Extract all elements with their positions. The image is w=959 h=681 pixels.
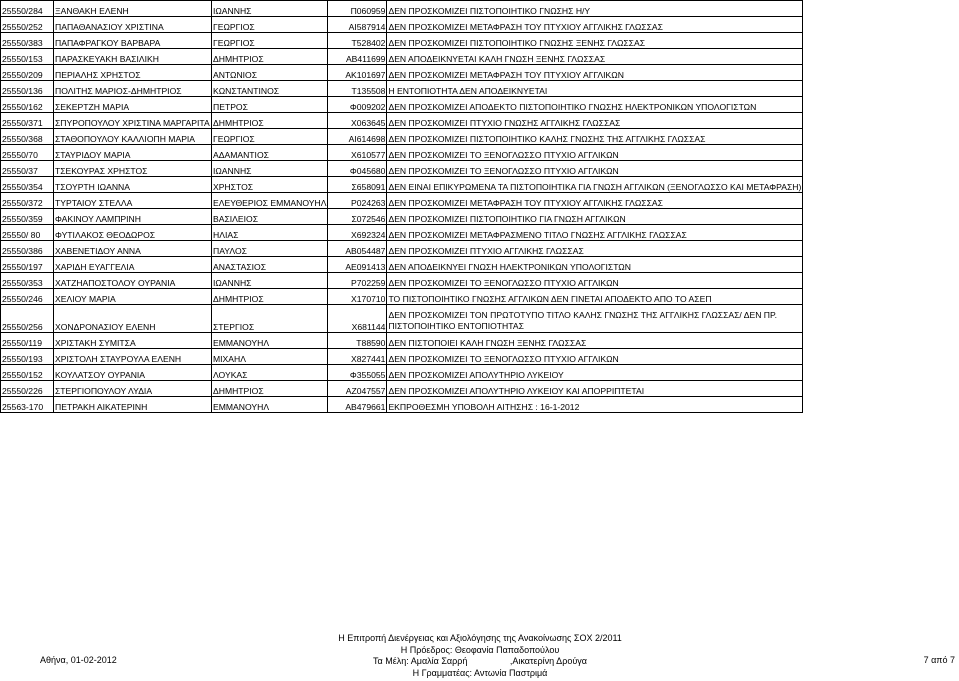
applicants-table-body (1, 1, 803, 413)
table-row (1, 145, 803, 161)
id-number-cell: Σ658091 (328, 177, 387, 193)
name-cell: ΧΕΛΙΟΥ ΜΑΡΙΑ (54, 289, 212, 305)
table-row (1, 129, 803, 145)
code-cell: 25550/353 (1, 273, 54, 289)
father-name-cell: ΛΟΥΚΑΣ (212, 365, 328, 381)
id-number-cell: Ρ702259 (328, 273, 387, 289)
table-row (1, 225, 803, 241)
table-row (1, 65, 803, 81)
table-row (1, 33, 803, 49)
name-cell: ΠΑΠΑΘΑΝΑΣΙΟΥ ΧΡΙΣΤΙΝΑ (54, 17, 212, 33)
table-row (1, 1, 803, 17)
id-number-cell: ΑΙ614698 (328, 129, 387, 145)
observation-cell: ΔΕΝ ΠΡΟΣΚΟΜΙΖΕΙ ΤΟ ΞΕΝΟΓΛΩΣΣΟ ΠΤΥΧΙΟ ΑΓΓΛΙΚΩΝ (387, 349, 803, 365)
committee-president: Η Πρόεδρος: Θεοφανία Παπαδοπούλου (400, 644, 560, 655)
code-cell: 25550/372 (1, 193, 54, 209)
father-name-cell: ΓΕΩΡΓΙΟΣ (212, 33, 328, 49)
name-cell: ΧΡΙΣΤΟΛΗ ΣΤΑΥΡΟΥΛΑ ΕΛΕΝΗ (54, 349, 212, 365)
id-number-cell: ΑΕ091413 (328, 257, 387, 273)
id-number-cell: Χ692324 (328, 225, 387, 241)
code-cell: 25550/197 (1, 257, 54, 273)
observation-cell: ΔΕΝ ΠΡΟΣΚΟΜΙΖΕΙ ΜΕΤΑΦΡΑΣΗ ΤΟΥ ΠΤΥΧΙΟΥ ΑΓΓΛΙΚΩΝ (387, 65, 803, 81)
table-row (1, 349, 803, 365)
observation-cell: ΔΕΝ ΠΡΟΣΚΟΜΙΖΕΙ ΤΟΝ ΠΡΩΤΟΤΥΠΟ ΤΙΤΛΟ ΚΑΛΗΣ ΓΝΩΣΗΣ ΤΗΣ ΑΓΓΛΙΚΗΣ ΓΛΩΣΣΑΣ/ ΔΕΝ ΠΡ. ΠΙΣΤΟΠΟΙΗΤΙΚΟ ΕΝΤΟΠΙΟΤΗΤΑΣ (387, 305, 803, 333)
id-number-cell: Χ681144 (328, 305, 387, 333)
observation-cell: ΔΕΝ ΑΠΟΔΕΙΚΝΥΕΙ ΓΝΩΣΗ ΗΛΕΚΤΡΟΝΙΚΩΝ ΥΠΟΛΟΓΙΣΤΩΝ (387, 257, 803, 273)
observation-cell: ΔΕΝ ΠΡΟΣΚΟΜΙΖΕΙ ΠΤΥΧΙΟ ΓΝΩΣΗΣ ΑΓΓΛΙΚΗΣ ΓΛΩΣΣΑΣ (387, 113, 803, 129)
table-row (1, 209, 803, 225)
table-row (1, 365, 803, 381)
id-number-cell: ΑΒ054487 (328, 241, 387, 257)
footer-date: Αθήνα, 01-02-2012 (40, 655, 117, 665)
id-number-cell: Χ170710 (328, 289, 387, 305)
observation-cell: ΔΕΝ ΠΡΟΣΚΟΜΙΖΕΙ ΤΟ ΞΕΝΟΓΛΩΣΣΟ ΠΤΥΧΙΟ ΑΓΓΛΙΚΩΝ (387, 145, 803, 161)
id-number-cell: Χ827441 (328, 349, 387, 365)
code-cell: 25550/359 (1, 209, 54, 225)
code-cell: 25550/226 (1, 381, 54, 397)
father-name-cell: ΑΝΑΣΤΑΣΙΟΣ (212, 257, 328, 273)
observation-cell: ΔΕΝ ΠΡΟΣΚΟΜΙΖΕΙ ΠΙΣΤΟΠΟΙΗΤΙΚΟ ΓΝΩΣΗΣ ΞΕΝΗΣ ΓΛΩΣΣΑΣ (387, 33, 803, 49)
table-row (1, 397, 803, 413)
name-cell: ΣΤΑΘΟΠΟΥΛΟΥ ΚΑΛΛΙΟΠΗ ΜΑΡΙΑ (54, 129, 212, 145)
name-cell: ΠΑΠΑΦΡΑΓΚΟΥ ΒΑΡΒΑΡΑ (54, 33, 212, 49)
id-number-cell: ΑΒ479661 (328, 397, 387, 413)
code-cell: 25550/354 (1, 177, 54, 193)
code-cell: 25550/383 (1, 33, 54, 49)
father-name-cell: ΚΩΝΣΤΑΝΤΙΝΟΣ (212, 81, 328, 97)
name-cell: ΧΟΝΔΡΟΝΑΣΙΟΥ ΕΛΕΝΗ (54, 305, 212, 333)
id-number-cell: ΑΙ587914 (328, 17, 387, 33)
name-cell: ΠΑΡΑΣΚΕΥΑΚΗ ΒΑΣΙΛΙΚΗ (54, 49, 212, 65)
name-cell: ΧΑΤΖΗΑΠΟΣΤΟΛΟΥ ΟΥΡΑΝΙΑ (54, 273, 212, 289)
table-row (1, 177, 803, 193)
code-cell: 25550/152 (1, 365, 54, 381)
id-number-cell: Τ88590 (328, 333, 387, 349)
father-name-cell: ΒΑΣΙΛΕΙΟΣ (212, 209, 328, 225)
name-cell: ΚΟΥΛΑΤΣΟΥ ΟΥΡΑΝΙΑ (54, 365, 212, 381)
code-cell: 25550/193 (1, 349, 54, 365)
id-number-cell: Π060959 (328, 1, 387, 17)
father-name-cell: ΕΜΜΑΝΟΥΗΛ (212, 397, 328, 413)
table-row (1, 289, 803, 305)
observation-cell: ΔΕΝ ΠΡΟΣΚΟΜΙΖΕΙ ΠΙΣΤΟΠΟΙΗΤΙΚΟ ΓΝΩΣΗΣ Η/Υ (387, 1, 803, 17)
name-cell: ΣΤΑΥΡΙΔΟΥ ΜΑΡΙΑ (54, 145, 212, 161)
observation-cell: ΔΕΝ ΠΡΟΣΚΟΜΙΖΕΙ ΑΠΟΛΥΤΗΡΙΟ ΛΥΚΕΙΟΥ (387, 365, 803, 381)
code-cell: 25550/256 (1, 305, 54, 333)
observation-cell: ΔΕΝ ΠΡΟΣΚΟΜΙΖΕΙ ΠΙΣΤΟΠΟΙΗΤΙΚΟ ΚΑΛΗΣ ΓΝΩΣΗΣ ΤΗΣ ΑΓΓΛΙΚΗΣ ΓΛΩΣΣΑΣ (387, 129, 803, 145)
name-cell: ΧΑΒΕΝΕΤΙΔΟΥ ΑΝΝΑ (54, 241, 212, 257)
father-name-cell: ΙΩΑΝΝΗΣ (212, 1, 328, 17)
observation-cell: ΔΕΝ ΠΡΟΣΚΟΜΙΖΕΙ ΜΕΤΑΦΡΑΣΗ ΤΟΥ ΠΤΥΧΙΟΥ ΑΓΓΛΙΚΗΣ ΓΛΩΣΣΑΣ (387, 17, 803, 33)
page-number: 7 από 7 (923, 655, 955, 665)
name-cell: ΧΑΡΙΔΗ ΕΥΑΓΓΕΛΙΑ (54, 257, 212, 273)
id-number-cell: Τ135508 (328, 81, 387, 97)
code-cell: 25550/252 (1, 17, 54, 33)
code-cell: 25550/368 (1, 129, 54, 145)
father-name-cell: ΙΩΑΝΝΗΣ (212, 161, 328, 177)
signature-footer (0, 633, 959, 681)
observation-cell: ΔΕΝ ΕΙΝΑΙ ΕΠΙΚΥΡΩΜΕΝΑ ΤΑ ΠΙΣΤΟΠΟΙΗΤΙΚΑ ΓΙΑ ΓΝΩΣΗ ΑΓΓΛΙΚΩΝ (ΞΕΝΟΓΛΩΣΣΟ ΚΑΙ ΜΕΤΑΦΡΑΣΗ) (387, 177, 803, 193)
observation-cell: Η ΕΝΤΟΠΙΟΤΗΤΑ ΔΕΝ ΑΠΟΔΕΙΚΝΥΕΤΑΙ (387, 81, 803, 97)
code-cell: 25550/136 (1, 81, 54, 97)
committee-secretary: Η Γραμματέας: Αντωνία Παστριμά (412, 667, 548, 678)
table-row (1, 193, 803, 209)
father-name-cell: ΑΝΤΩΝΙΟΣ (212, 65, 328, 81)
id-number-cell: Φ009202 (328, 97, 387, 113)
observation-cell: ΔΕΝ ΠΡΟΣΚΟΜΙΖΕΙ ΤΟ ΞΕΝΟΓΛΩΣΣΟ ΠΤΥΧΙΟ ΑΓΓΛΙΚΩΝ (387, 161, 803, 177)
name-cell: ΠΕΡΙΑΛΗΣ ΧΡΗΣΤΟΣ (54, 65, 212, 81)
father-name-cell: ΗΛΙΑΣ (212, 225, 328, 241)
father-name-cell: ΜΙΧΑΗΛ (212, 349, 328, 365)
father-name-cell: ΔΗΜΗΤΡΙΟΣ (212, 113, 328, 129)
table-row (1, 273, 803, 289)
father-name-cell: ΧΡΗΣΤΟΣ (212, 177, 328, 193)
code-cell: 25550/209 (1, 65, 54, 81)
table-row (1, 49, 803, 65)
id-number-cell: Σ072546 (328, 209, 387, 225)
father-name-cell: ΣΤΕΡΓΙΟΣ (212, 305, 328, 333)
father-name-cell: ΑΔΑΜΑΝΤΙΟΣ (212, 145, 328, 161)
code-cell: 25550/119 (1, 333, 54, 349)
name-cell: ΠΕΤΡΑΚΗ ΑΙΚΑΤΕΡΙΝΗ (54, 397, 212, 413)
father-name-cell: ΠΑΥΛΟΣ (212, 241, 328, 257)
name-cell: ΠΟΛΙΤΗΣ ΜΑΡΙΟΣ-ΔΗΜΗΤΡΙΟΣ (54, 81, 212, 97)
id-number-cell: Χ610577 (328, 145, 387, 161)
table-row (1, 113, 803, 129)
father-name-cell: ΙΩΑΝΝΗΣ (212, 273, 328, 289)
id-number-cell: ΑΚ101697 (328, 65, 387, 81)
observation-cell: ΔΕΝ ΑΠΟΔΕΙΚΝΥΕΤΑΙ ΚΑΛΗ ΓΝΩΣΗ ΞΕΝΗΣ ΓΛΩΣΣΑΣ (387, 49, 803, 65)
table-row (1, 161, 803, 177)
name-cell: ΣΕΚΕΡΤΖΗ ΜΑΡΙΑ (54, 97, 212, 113)
observation-cell: ΕΚΠΡΟΘΕΣΜΗ ΥΠΟΒΟΛΗ ΑΙΤΗΣΗΣ : 16-1-2012 (387, 397, 803, 413)
name-cell: ΦΑΚΙΝΟΥ ΛΑΜΠΡΙΝΗ (54, 209, 212, 225)
father-name-cell: ΔΗΜΗΤΡΙΟΣ (212, 49, 328, 65)
observation-cell: ΔΕΝ ΠΡΟΣΚΟΜΙΖΕΙ ΑΠΟΔΕΚΤΟ ΠΙΣΤΟΠΟΙΗΤΙΚΟ ΓΝΩΣΗΣ ΗΛΕΚΤΡΟΝΙΚΩΝ ΥΠΟΛΟΓΙΣΤΩΝ (387, 97, 803, 113)
observation-cell: ΔΕΝ ΠΡΟΣΚΟΜΙΖΕΙ ΠΤΥΧΙΟ ΑΓΓΛΙΚΗΣ ΓΛΩΣΣΑΣ (387, 241, 803, 257)
table-row (1, 257, 803, 273)
name-cell: ΤΥΡΤΑΙΟΥ ΣΤΕΛΛΑ (54, 193, 212, 209)
code-cell: 25550/246 (1, 289, 54, 305)
committee-title: Η Επιτροπή Διενέργειας και Αξιολόγησης της Ανακοίνωσης ΣΟΧ 2/2011 (338, 633, 622, 643)
father-name-cell: ΓΕΩΡΓΙΟΣ (212, 17, 328, 33)
committee-signatures (300, 633, 660, 679)
father-name-cell: ΓΕΩΡΓΙΟΣ (212, 129, 328, 145)
table-row (1, 305, 803, 333)
id-number-cell: Χ063645 (328, 113, 387, 129)
code-cell: 25550/162 (1, 97, 54, 113)
code-cell: 25550/284 (1, 1, 54, 17)
father-name-cell: ΔΗΜΗΤΡΙΟΣ (212, 289, 328, 305)
code-cell: 25563-170 (1, 397, 54, 413)
id-number-cell: Φ045680 (328, 161, 387, 177)
name-cell: ΤΣΟΥΡΤΗ ΙΩΑΝΝΑ (54, 177, 212, 193)
table-row (1, 97, 803, 113)
table-row (1, 381, 803, 397)
father-name-cell: ΕΜΜΑΝΟΥΗΛ (212, 333, 328, 349)
code-cell: 25550/70 (1, 145, 54, 161)
name-cell: ΤΣΕΚΟΥΡΑΣ ΧΡΗΣΤΟΣ (54, 161, 212, 177)
observation-cell: ΔΕΝ ΠΡΟΣΚΟΜΙΖΕΙ ΜΕΤΑΦΡΑΣΜΕΝΟ ΤΙΤΛΟ ΓΝΩΣΗΣ ΑΓΓΛΙΚΗΣ ΓΛΩΣΣΑΣ (387, 225, 803, 241)
code-cell: 25550/371 (1, 113, 54, 129)
code-cell: 25550/ 80 (1, 225, 54, 241)
name-cell: ΞΑΝΘΑΚΗ ΕΛΕΝΗ (54, 1, 212, 17)
id-number-cell: ΑΒ411699 (328, 49, 387, 65)
table-row (1, 241, 803, 257)
name-cell: ΧΡΙΣΤΑΚΗ ΣΥΜΙΤΣΑ (54, 333, 212, 349)
table-row (1, 333, 803, 349)
table-row (1, 81, 803, 97)
id-number-cell: Φ355055 (328, 365, 387, 381)
father-name-cell: ΠΕΤΡΟΣ (212, 97, 328, 113)
id-number-cell: Τ528402 (328, 33, 387, 49)
observation-cell: ΔΕΝ ΠΡΟΣΚΟΜΙΖΕΙ ΜΕΤΑΦΡΑΣΗ ΤΟΥ ΠΤΥΧΙΟΥ ΑΓΓΛΙΚΗΣ ΓΛΩΣΣΑΣ (387, 193, 803, 209)
observation-cell: ΔΕΝ ΠΡΟΣΚΟΜΙΖΕΙ ΑΠΟΛΥΤΗΡΙΟ ΛΥΚΕΙΟΥ ΚΑΙ ΑΠΟΡΡΙΠΤΕΤΑΙ (387, 381, 803, 397)
father-name-cell: ΔΗΜΗΤΡΙΟΣ (212, 381, 328, 397)
table-row (1, 17, 803, 33)
id-number-cell: ΑΖ047557 (328, 381, 387, 397)
name-cell: ΣΤΕΡΓΙΟΠΟΥΛΟΥ ΛΥΔΙΑ (54, 381, 212, 397)
name-cell: ΦΥΤΙΛΑΚΟΣ ΘΕΟΔΩΡΟΣ (54, 225, 212, 241)
code-cell: 25550/37 (1, 161, 54, 177)
code-cell: 25550/386 (1, 241, 54, 257)
observation-cell: ΔΕΝ ΠΡΟΣΚΟΜΙΖΕΙ ΤΟ ΞΕΝΟΓΛΩΣΣΟ ΠΤΥΧΙΟ ΑΓΓΛΙΚΩΝ (387, 273, 803, 289)
code-cell: 25550/153 (1, 49, 54, 65)
id-number-cell: Ρ024263 (328, 193, 387, 209)
name-cell: ΣΠΥΡΟΠΟΥΛΟΥ ΧΡΙΣΤΙΝΑ ΜΑΡΓΑΡΙΤΑ (54, 113, 212, 129)
observation-cell: ΔΕΝ ΠΡΟΣΚΟΜΙΖΕΙ ΠΙΣΤΟΠΟΙΗΤΙΚΟ ΓΙΑ ΓΝΩΣΗ ΑΓΓΛΙΚΩΝ (387, 209, 803, 225)
observation-cell: ΤΟ ΠΙΣΤΟΠΟΙΗΤΙΚΟ ΓΝΩΣΗΣ ΑΓΓΛΙΚΩΝ ΔΕΝ ΓΙΝΕΤΑΙ ΑΠΟΔΕΚΤΟ ΑΠΟ ΤΟ ΑΣΕΠ (387, 289, 803, 305)
committee-members: Τα Μέλη: Αμαλία Σαρρή ,Αικατερίνη Δρούγα (373, 656, 587, 666)
observation-cell: ΔΕΝ ΠΙΣΤΟΠΟΙΕΙ ΚΑΛΗ ΓΝΩΣΗ ΞΕΝΗΣ ΓΛΩΣΣΑΣ (387, 333, 803, 349)
father-name-cell: ΕΛΕΥΘΕΡΙΟΣ ΕΜΜΑΝΟΥΗΛ (212, 193, 328, 209)
